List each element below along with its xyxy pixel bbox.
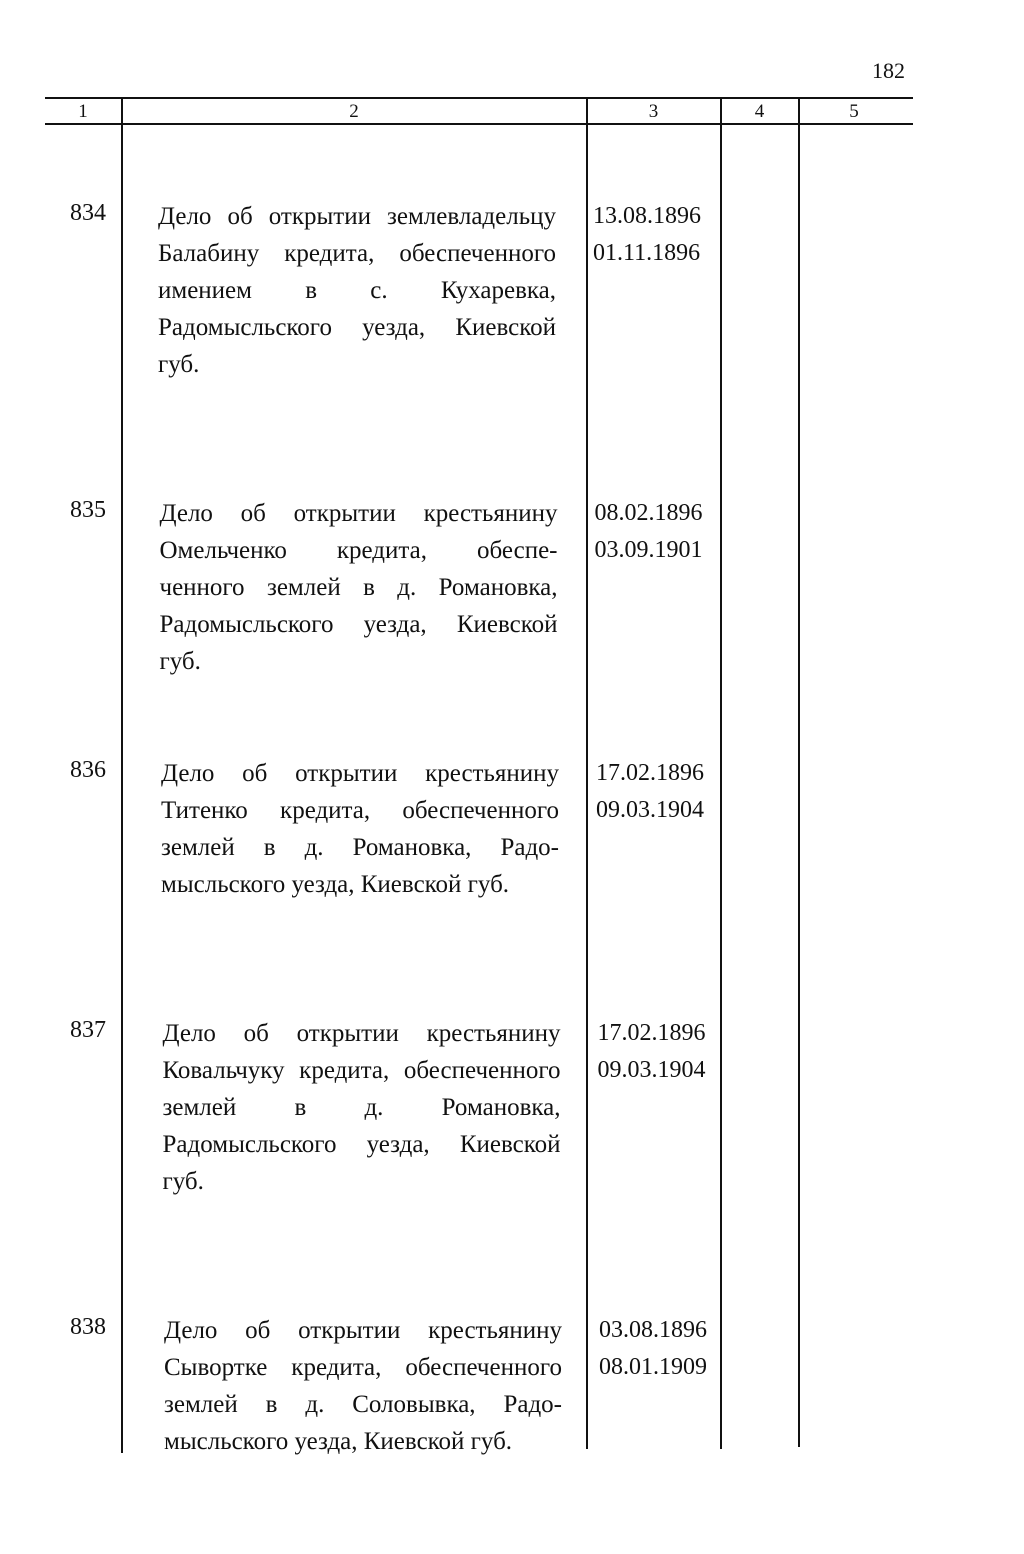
description-line: губ.: [159, 648, 201, 675]
column-divider: [720, 97, 722, 1449]
date: 08.01.1909: [599, 1354, 707, 1380]
description-line: землей в д. Романовка, Радо-: [161, 834, 559, 861]
row-description: [164, 1312, 562, 1460]
row-description: [161, 755, 559, 903]
description-line: мысльского уезда, Киевской губ.: [161, 871, 510, 898]
column-header-3: 3: [648, 101, 659, 122]
date: 13.08.1896: [593, 203, 701, 229]
row-description: [158, 198, 556, 383]
description-line: Радомысльского уезда, Киевской: [158, 314, 556, 341]
date: 17.02.1896: [597, 1020, 706, 1046]
row-number: 837: [70, 1017, 106, 1043]
date: 09.03.1904: [597, 1057, 706, 1083]
column-header-4: 4: [754, 101, 765, 122]
description-line: Дело об открытии крестьянину: [159, 500, 558, 527]
description-line: губ.: [162, 1168, 204, 1195]
column-header-1: 1: [78, 101, 88, 122]
description-line: Дело об открытии крестьянину: [161, 760, 559, 787]
row-number: 834: [70, 200, 106, 226]
row-dates: [593, 198, 701, 272]
row-dates: [598, 1015, 706, 1089]
page-number: 182: [872, 58, 905, 83]
description-line: Титенко кредита, обеспеченного: [161, 797, 559, 824]
description-line: землей в д. Романовка,: [162, 1094, 561, 1121]
row-number: 835: [70, 497, 106, 523]
column-header-5: 5: [849, 101, 859, 122]
header-bottom-border: [45, 123, 913, 125]
date: 03.09.1901: [594, 537, 703, 563]
description-line: Ковальчуку кредита, обеспеченного: [162, 1057, 561, 1084]
row-description: [160, 495, 558, 680]
description-line: ченного землей в д. Романовка,: [159, 574, 558, 601]
date: 03.08.1896: [599, 1317, 707, 1343]
description-line: Радомысльского уезда, Киевской: [162, 1131, 561, 1158]
description-line: Дело об открытии крестьянину: [162, 1020, 561, 1047]
row-number: 838: [70, 1314, 106, 1340]
description-line: землей в д. Соловывка, Радо-: [164, 1391, 562, 1418]
row-number: 836: [70, 757, 106, 783]
date: 01.11.1896: [593, 240, 701, 266]
row-dates: [599, 1312, 707, 1386]
row-dates: [595, 495, 703, 569]
description-line: Дело об открытии крестьянину: [164, 1317, 562, 1344]
date: 17.02.1896: [596, 760, 704, 786]
column-divider: [586, 97, 588, 1449]
column-divider: [798, 97, 800, 1447]
description-line: Радомысльского уезда, Киевской: [159, 611, 558, 638]
row-dates: [596, 755, 704, 829]
description-line: Омельченко кредита, обеспе-: [159, 537, 558, 564]
date: 08.02.1896: [594, 500, 703, 526]
column-header-2: 2: [349, 101, 359, 122]
description-line: мысльского уезда, Киевской губ.: [164, 1428, 513, 1455]
table-top-border: [45, 97, 913, 99]
row-description: [163, 1015, 561, 1200]
description-line: имением в с. Кухаревка,: [158, 277, 556, 304]
description-line: Балабину кредита, обеспеченного: [158, 240, 556, 267]
description-line: Дело об открытии землевладельцу: [158, 203, 556, 230]
date: 09.03.1904: [596, 797, 704, 823]
column-divider: [121, 97, 123, 1453]
description-line: губ.: [158, 351, 200, 378]
description-line: Сывортке кредита, обеспеченного: [164, 1354, 562, 1381]
